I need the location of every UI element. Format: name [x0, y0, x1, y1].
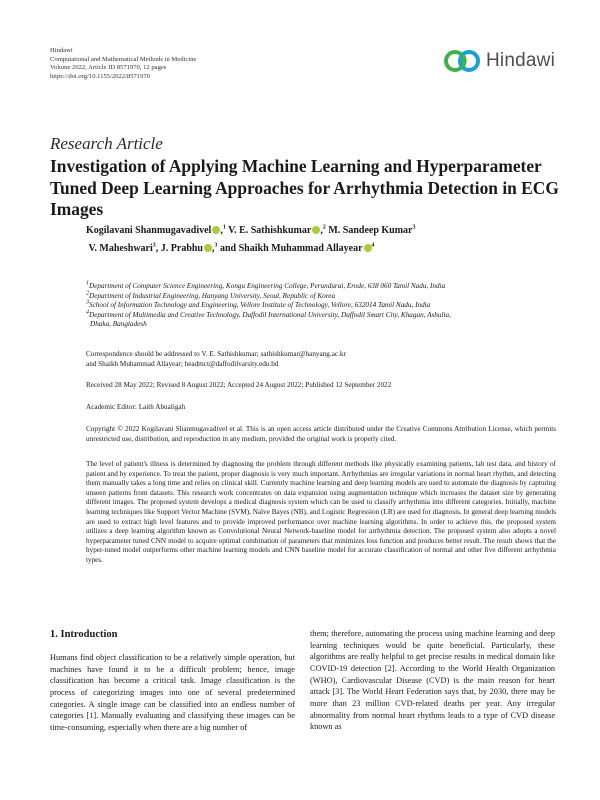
affiliation-number: 3: [86, 299, 89, 306]
affiliation-text: Department of Multimedia and Creative Technology, Daffodil International University, Daffodil Smart City, Khagan, Ashulia,: [89, 310, 451, 319]
copyright-notice: Copyright © 2022 Kogilavani Shanmugavadivel et al. This is an open access article distributed under the Creative Commons Attribution License, which permits unrestricted use, distribution, and reproduction in any medium, provided the original work is properly cited.: [86, 425, 556, 443]
author-name: [328, 225, 415, 236]
publisher-name: Hindawi: [50, 47, 73, 54]
intro-left-column: Humans find object classification to be a relatively simple operation, but machines have found it to be a difficult problem; hence, image classification has become a critical task. Image classification is the process of categorizing images into one of several predetermined categories. A single image can be classified into an endless number of categories [1]. Manually evaluating and classifying these images can be time-consuming, especially when there are a big number of: [50, 653, 295, 732]
affiliation-marker: 1: [222, 224, 226, 231]
affiliation-number: 2: [86, 290, 89, 297]
affiliation-marker: 4: [371, 242, 375, 249]
article-type: Research Article: [50, 134, 163, 153]
orcid-icon[interactable]: [364, 244, 372, 252]
affiliation-marker: 2: [322, 224, 326, 231]
section-heading-introduction: 1. Introduction: [50, 629, 118, 640]
correspondence-line-2: and Shaikh Muhammad Allayear; headmct@daffodilvarsity.edu.bd: [86, 359, 279, 368]
volume-line: Volume 2022, Article ID 8571970, 12 pages: [50, 64, 167, 72]
author-name-text: J. Prabhu: [160, 243, 203, 254]
hindawi-logo: [443, 47, 555, 75]
author-name-text: and Shaikh Muhammad Allayear: [220, 243, 363, 254]
journal-meta: [50, 47, 196, 81]
logo-text: Hindawi: [486, 50, 555, 71]
academic-editor: Academic Editor: Laith Abualigah: [86, 403, 186, 411]
author-name-text: V. Maheshwari: [88, 243, 153, 254]
affiliation-marker: 3: [214, 242, 218, 249]
author-name: V. E. Sathishkumar ,$^2$: [228, 224, 326, 236]
affiliation: [86, 311, 556, 321]
hindawi-rings-icon: [443, 49, 481, 73]
intro-right-column: them; therefore, automating the process using machine learning and deep learning techniques would be quite beneficial. Particularly, these algorithms are really helpful to get precise results in medical domain like COVID-19 detection [2]. According to the World Health Organization (WHO), Cardiovascular Disease (CVD) is the main reason for heart attack [3]. The World Heart Federation says that, by 2030, there may be more than 23 million CVD-related deaths per year. Any irregular abnormality from normal heart rhythms leads to a type of CVD disease known as: [310, 629, 555, 732]
author-name: [89, 243, 156, 254]
affiliation: [86, 292, 556, 302]
author-name: [220, 243, 375, 254]
affiliation-marker: 3: [412, 224, 416, 231]
paper-title: Investigation of Applying Machine Learning and Hyperparameter Tuned Deep Learning Approaches for Arrhythmia Detection in ECG Images: [50, 156, 559, 219]
orcid-icon[interactable]: [212, 226, 220, 234]
affiliation-continuation: Dhaka, Bangladesh: [90, 320, 147, 329]
correspondence: [86, 350, 556, 369]
affiliation-text: Department of Industrial Engineering, Hanyang University, Seoul, Republic of Korea: [89, 291, 336, 300]
affiliation-number: 1: [86, 280, 89, 287]
affiliation: [86, 282, 556, 292]
author-name-text: Kogilavani Shanmugavadivel: [86, 225, 212, 236]
author-name: Kogilavani Shanmugavadivel ,$^1$: [86, 224, 226, 236]
affiliation: [86, 301, 556, 311]
author-name-text: V. E. Sathishkumar: [228, 225, 312, 236]
affiliations: [86, 282, 556, 330]
doi-link[interactable]: https://doi.org/10.1155/2022/8571970: [50, 72, 151, 80]
affiliation-marker: 3: [152, 242, 156, 249]
correspondence-line-1: Correspondence should be addressed to V. E. Sathishkumar; sathishkumar@hanyang.ac.kr: [86, 350, 346, 358]
orcid-icon[interactable]: [204, 244, 212, 252]
author-name: J. Prabhu ,$^3$: [160, 242, 218, 254]
abstract: The level of patient's illness is determined by diagnosing the problem through different methods like physically examining patients, lab test data, and history of patient and by experience. To treat the patient, proper diagnosis is very much important. Arrhythmias are irregular variations in normal heart rhythm, and detecting them manually takes a long time and relies on clinical skill. Currently machine learning and deep learning models are used to automate the diagnosis by capturing unseen patterns from datasets. This research work concentrates on data expansion using augmentation technique which increases the dataset size by generating different images. The proposed system develops a medical diagnosis system which can be used to classify arrhythmia into different categories. Initially, machine learning techniques like Support Vector Machine (SVM), Naïve Bayes (NB), and Logistic Regression (LR) are used for diagnosis. In general deep learning models are used to extract high level features and to provide improved performance over machine learning algorithms. In order to achieve this, the proposed system utilizes a deep learning algorithm known as Convolutional Neural Network-baseline model for arrhythmia detection. The proposed system also adopts a novel hyperparameter tuned CNN model to acquire optimal combination of parameters that minimizes loss function and produces better result. The result shows that the hyper-tuned model outperforms other machine learning models and CNN baseline model for accurate classification of normal and other five different arrhythmia types.: [86, 460, 556, 564]
journal-name: Computational and Mathematical Methods in Medicine: [50, 55, 197, 63]
author-name-text: M. Sandeep Kumar: [328, 225, 413, 236]
author-list: Kogilavani Shanmugavadivel ,$^1$ V. E. Sathishkumar ,$^2$ M. Sandeep Kumar$^3$ V. Maheshwari$^3$, J. Prabhu ,$^3$ and Shaikh Muhammad Allayear $^4$: [86, 224, 416, 254]
affiliation-text: Department of Computer Science Engineering, Kongu Engineering College, Perundurai, Erode, 638 060 Tamil Nadu, India: [89, 282, 446, 290]
orcid-icon[interactable]: [312, 226, 320, 234]
article-dates: Received 28 May 2022; Revised 8 August 2022; Accepted 24 August 2022; Published 12 September 2022: [86, 381, 392, 389]
affiliation-text: School of Information Technology and Engineering, Vellore Institute of Technology, Vellore, 632014 Tamil Nadu, India: [89, 301, 431, 310]
affiliation-number: 4: [86, 309, 89, 316]
